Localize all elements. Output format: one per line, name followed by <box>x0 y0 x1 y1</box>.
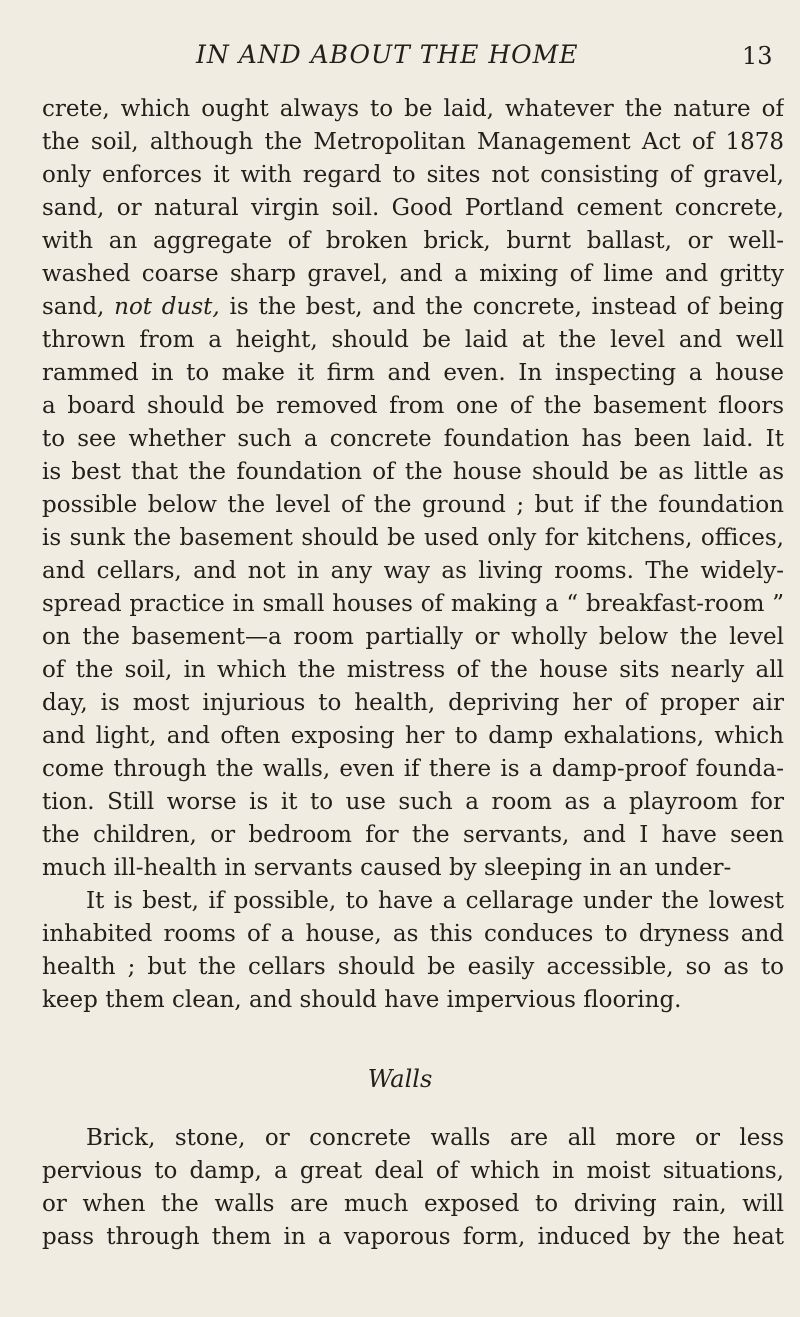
text-line: spread practice in small houses of making a “ breakfast-room ” <box>42 591 784 617</box>
text-line: thrown from a height, should be laid at the level and well <box>42 327 784 353</box>
text-line: rammed in to make it firm and even. In inspecting a house <box>42 360 784 386</box>
text-line: health ; but the cellars should be easily accessible, so as to <box>42 954 784 980</box>
text-line: day, is most injurious to health, depriving her of proper air <box>42 690 784 716</box>
emphasized-phrase: not dust, <box>114 294 220 320</box>
text-line: keep them clean, and should have impervious flooring. <box>42 987 682 1013</box>
text-line: only enforces it with regard to sites not consisting of gravel, <box>42 162 784 188</box>
text-line: a board should be removed from one of the basement floors <box>42 393 784 419</box>
text-fragment: sand, <box>42 294 105 320</box>
text-line: pervious to damp, a great deal of which in moist situations, <box>42 1158 784 1184</box>
text-fragment: is the best, and the concrete, instead of being <box>229 294 784 320</box>
text-line: tion. Still worse is it to use such a room as a playroom for <box>42 789 784 815</box>
text-line: pass through them in a vaporous form, induced by the heat <box>42 1224 784 1250</box>
text-line: Brick, stone, or concrete walls are all more or less <box>86 1125 784 1151</box>
text-line: crete, which ought always to be laid, whatever the nature of <box>42 96 784 122</box>
text-line: is sunk the basement should be used only for kitchens, offices, <box>42 525 784 551</box>
text-line: and cellars, and not in any way as living rooms. The widely- <box>42 558 784 584</box>
text-line <box>42 291 784 323</box>
text-line: to see whether such a concrete foundation has been laid. It <box>42 426 784 452</box>
text-line: is best that the foundation of the house should be as little as <box>42 459 784 485</box>
text-line: possible below the level of the ground ; but if the foundation <box>42 492 784 518</box>
text-line: much ill-health in servants caused by sleeping in an under- <box>42 855 732 881</box>
page-number: 13 <box>742 42 773 70</box>
text-line: the soil, although the Metropolitan Management Act of 1878 <box>42 129 784 155</box>
text-line: washed coarse sharp gravel, and a mixing of lime and gritty <box>42 261 784 287</box>
text-line: the children, or bedroom for the servants, and I have seen <box>42 822 784 848</box>
text-line: It is best, if possible, to have a cellarage under the lowest <box>86 888 784 914</box>
text-line: and light, and often exposing her to damp exhalations, which <box>42 723 784 749</box>
text-line: come through the walls, even if there is a damp-proof founda- <box>42 756 784 782</box>
section-heading: Walls <box>367 1065 433 1093</box>
text-line: of the soil, in which the mistress of the house sits nearly all <box>42 657 784 683</box>
text-line: inhabited rooms of a house, as this conduces to dryness and <box>42 921 784 947</box>
text-line: on the basement—a room partially or wholly below the level <box>42 624 784 650</box>
text-line: with an aggregate of broken brick, burnt ballast, or well- <box>42 228 784 254</box>
text-line: or when the walls are much exposed to driving rain, will <box>42 1191 784 1217</box>
running-head: IN AND ABOUT THE HOME <box>196 40 579 69</box>
text-line: sand, or natural virgin soil. Good Portland cement concrete, <box>42 195 784 221</box>
